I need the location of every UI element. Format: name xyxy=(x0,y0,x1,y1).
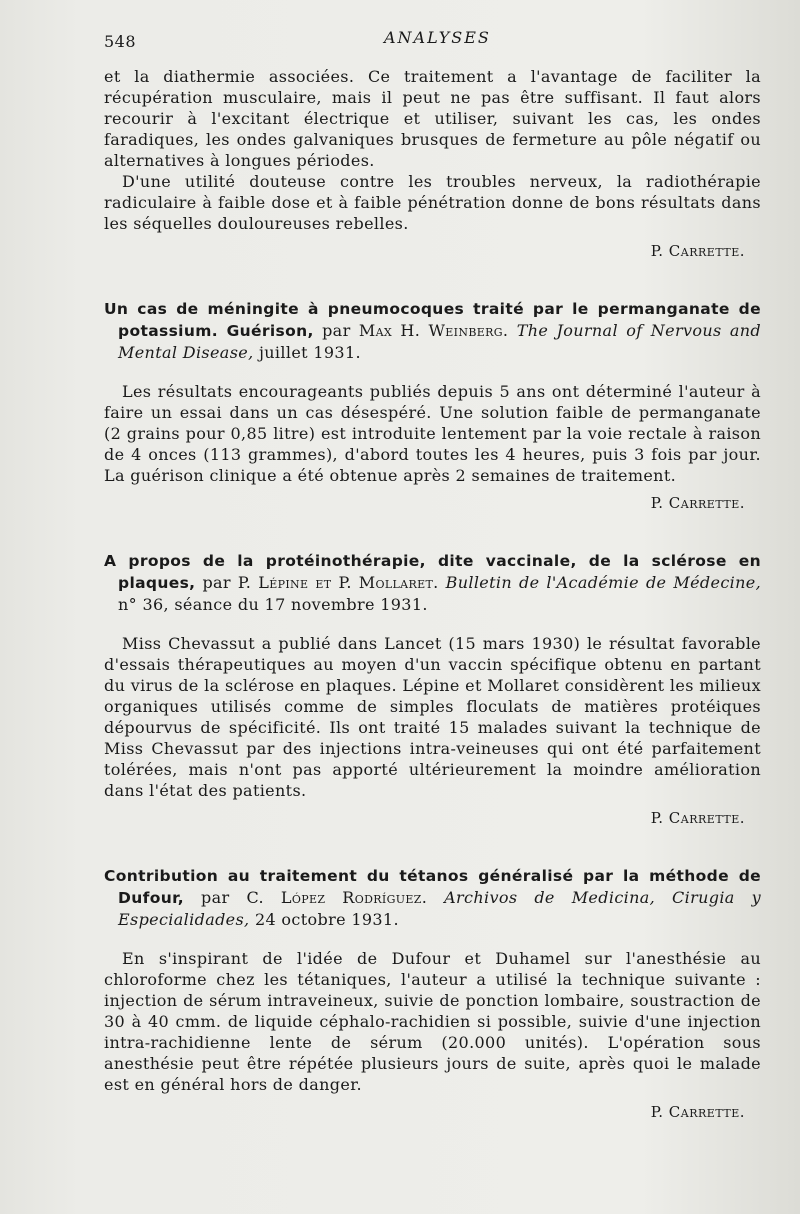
article-body: En s'inspirant de l'idée de Dufour et Duhamel sur l'anesthésie au chloroforme chez les tétaniques, l'auteur a utilisé la technique suivante : injection de sérum intraveineux, suivie de ponction lombaire, soustraction de 30 à 40 cmm. de liquide céphalo-rachidien si possible, suivie d'une injection intra-rachidienne lente de sérum (20.000 unités). L'opération sous anesthésie peut être répétée plusieurs jours de suite, après quoi le malade est en général hors de danger. xyxy=(104,949,761,1094)
paragraph: D'une utilité douteuse contre les troubles nerveux, la radiothérapie radiculaire à faible dose et à faible pénétration donne de bons résultats dans les séquelles douloureuses rebelles. xyxy=(104,172,761,233)
reviewer-signature: P. Carrette. xyxy=(650,1103,745,1121)
article-body: Les résultats encourageants publiés depuis 5 ans ont déterminé l'auteur à faire un essai dans un cas désespéré. Une solution faible de permanganate (2 grains pour 0,85 litre) est introduite lentement par la voie rectale à raison de 4 onces (113 grammes), d'abord toutes les 4 heures, puis 3 fois par jour. La guérison clinique a été obtenue après 2 semaines de traitement. xyxy=(104,382,761,485)
article-authors: C. López Rodríguez. xyxy=(246,888,428,907)
running-title: ANALYSES xyxy=(384,28,491,47)
reviewer-signature: P. Carrette. xyxy=(650,809,745,827)
reviewer-signature: P. Carrette. xyxy=(650,242,745,260)
article-source: Archivos de Medicina, Cirugia y Especialidades, xyxy=(118,888,762,929)
review-article-2 xyxy=(104,550,761,827)
reviewer-signature: P. Carrette. xyxy=(650,494,745,512)
article-date: n° 36, séance du 17 novembre 1931. xyxy=(118,595,428,614)
article-title: Un cas de méningite à pneumocoques traité par le permanganate de potassium. Guérison, xyxy=(104,300,761,340)
article-title: Contribution au traitement du tétanos généralisé par la méthode de Dufour, xyxy=(104,867,761,907)
article-title: A propos de la protéinothérapie, dite vaccinale, de la sclérose en plaques, xyxy=(104,552,761,592)
article-source: The Journal of Nervous and Mental Disease, xyxy=(118,321,762,362)
paragraph: et la diathermie associées. Ce traitement a l'avantage de faciliter la récupération musculaire, mais il peut ne pas être suffisant. Il faut alors recourir à l'excitant électrique et utiliser, suivant les cas, les ondes faradiques, les ondes galvaniques brusques de fermeture au pôle négatif ou alternatives à longues périodes. xyxy=(104,67,761,170)
article-heading xyxy=(104,865,761,930)
article-body: Miss Chevassut a publié dans Lancet (15 mars 1930) le résultat favorable d'essais thérapeutiques au moyen d'un vaccin spécifique obtenu en partant du virus de la sclérose en plaques. Lépine et Mollaret considèrent les milieux organiques utilisés comme de simples floculats de matières protéiques dépourvus de spécificité. Ils ont traité 15 malades suivant la technique de Miss Chevassut par des injections intra-veineuses qui ont été parfaitement tolérées, mais n'ont pas apporté ultérieurement la moindre amélioration dans l'état des patients. xyxy=(104,634,761,800)
article-authors: P. Lépine et P. Mollaret. xyxy=(237,573,439,592)
page-header xyxy=(104,26,752,50)
article-source: Bulletin de l'Académie de Médecine, xyxy=(445,573,762,592)
page-number: 548 xyxy=(104,32,137,51)
article-by: par xyxy=(322,321,351,340)
review-article-3 xyxy=(104,865,761,1121)
article-by: par xyxy=(202,573,231,592)
page-content xyxy=(104,66,761,1121)
review-article-1 xyxy=(104,298,761,512)
continued-review xyxy=(104,66,761,260)
article-heading xyxy=(104,550,761,615)
article-date: juillet 1931. xyxy=(258,343,361,362)
article-by: par xyxy=(201,888,230,907)
article-date: 24 octobre 1931. xyxy=(254,910,399,929)
article-authors: Max H. Weinberg. xyxy=(358,321,509,340)
article-heading xyxy=(104,298,761,363)
